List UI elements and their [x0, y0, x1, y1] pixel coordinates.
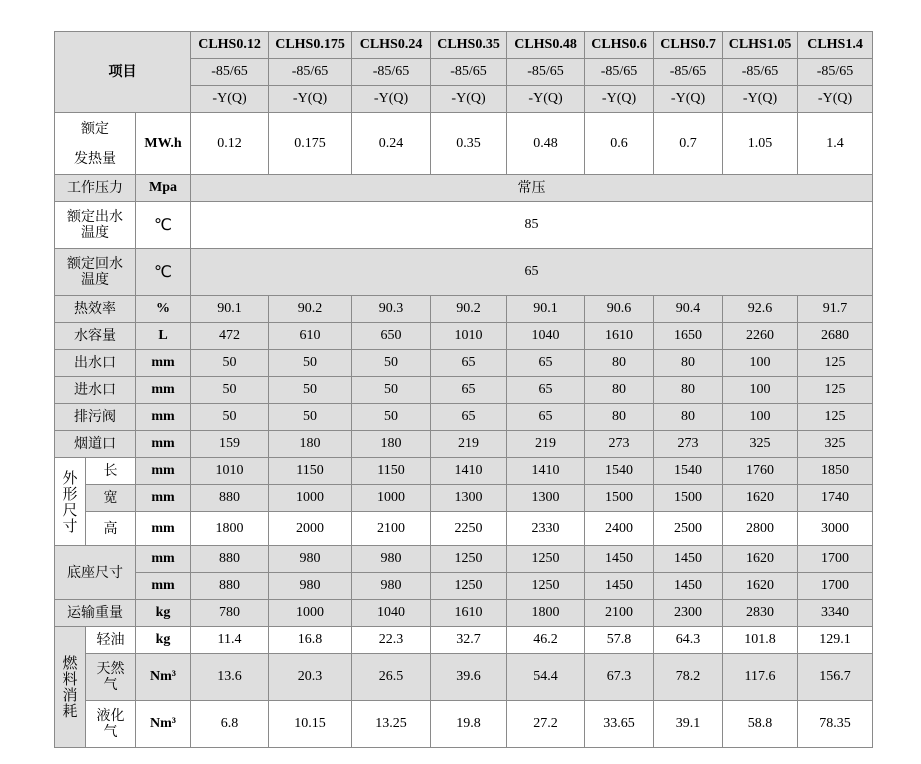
value-cell: 650 [352, 323, 431, 350]
fuel-type-label: 液化 气 [86, 701, 136, 748]
model-temp: -85/65 [654, 59, 723, 86]
value-cell: 50 [352, 404, 431, 431]
dimension-label: 宽 [86, 485, 136, 512]
fuel-row [55, 627, 873, 654]
value-cell: 159 [191, 431, 269, 458]
value-cell: 1850 [798, 458, 873, 485]
value-cell: 0.175 [269, 113, 352, 175]
value-cell: 80 [585, 350, 654, 377]
value-cell: 100 [723, 404, 798, 431]
model-fuel: -Y(Q) [654, 86, 723, 113]
value-cell: 80 [654, 404, 723, 431]
value-cell: 1450 [654, 573, 723, 600]
value-cell: 58.8 [723, 701, 798, 748]
value-cell: 1010 [191, 458, 269, 485]
value-cell: 1700 [798, 546, 873, 573]
value-cell: 1450 [585, 573, 654, 600]
table-row [55, 431, 873, 458]
model-fuel: -Y(Q) [798, 86, 873, 113]
outlet-temp-label: 额定出水 温度 [55, 202, 136, 249]
value-cell: 1610 [431, 600, 507, 627]
unit-cell: mm [136, 573, 191, 600]
value-cell: 3340 [798, 600, 873, 627]
dimension-row [55, 512, 873, 546]
value-cell: 90.1 [191, 296, 269, 323]
outlet-temp-row [55, 202, 873, 249]
value-cell: 0.48 [507, 113, 585, 175]
value-cell: 90.3 [352, 296, 431, 323]
value-cell: 125 [798, 404, 873, 431]
table-row [55, 323, 873, 350]
model-temp: -85/65 [798, 59, 873, 86]
value-cell: 65 [507, 377, 585, 404]
value-cell: 65 [507, 404, 585, 431]
fuel-row [55, 701, 873, 748]
unit-cell: Nm³ [136, 701, 191, 748]
value-cell: 13.25 [352, 701, 431, 748]
value-cell: 1540 [654, 458, 723, 485]
value-cell: 880 [191, 485, 269, 512]
value-cell: 1.4 [798, 113, 873, 175]
value-cell: 2800 [723, 512, 798, 546]
value-cell: 100 [723, 377, 798, 404]
value-cell: 57.8 [585, 627, 654, 654]
value-cell: 117.6 [723, 654, 798, 701]
model-temp: -85/65 [507, 59, 585, 86]
row-label: 烟道口 [55, 431, 136, 458]
value-cell: 1250 [507, 573, 585, 600]
value-cell: 2250 [431, 512, 507, 546]
value-cell: 1250 [507, 546, 585, 573]
value-cell: 1040 [507, 323, 585, 350]
unit-cell: Mpa [136, 175, 191, 202]
base-size-row [55, 573, 873, 600]
value-cell: 0.6 [585, 113, 654, 175]
value-cell: 90.4 [654, 296, 723, 323]
value-cell: 325 [723, 431, 798, 458]
value-cell: 54.4 [507, 654, 585, 701]
value-cell: 65 [507, 350, 585, 377]
dimension-row [55, 485, 873, 512]
value-cell: 19.8 [431, 701, 507, 748]
value-cell: 156.7 [798, 654, 873, 701]
value-cell: 273 [654, 431, 723, 458]
value-cell: 27.2 [507, 701, 585, 748]
row-label: 排污阀 [55, 404, 136, 431]
base-size-row [55, 546, 873, 573]
model-name: CLHS0.7 [654, 32, 723, 59]
return-temp-value: 65 [191, 249, 873, 296]
value-cell: 50 [269, 350, 352, 377]
fuel-group-label: 燃 料 消 耗 [55, 627, 86, 748]
unit-cell: mm [136, 546, 191, 573]
value-cell: 273 [585, 431, 654, 458]
value-cell: 610 [269, 323, 352, 350]
value-cell: 1000 [352, 485, 431, 512]
unit-cell: mm [136, 458, 191, 485]
value-cell: 1250 [431, 573, 507, 600]
value-cell: 2330 [507, 512, 585, 546]
value-cell: 22.3 [352, 627, 431, 654]
model-temp: -85/65 [352, 59, 431, 86]
value-cell: 2680 [798, 323, 873, 350]
value-cell: 13.6 [191, 654, 269, 701]
unit-cell: MW.h [136, 113, 191, 175]
value-cell: 2260 [723, 323, 798, 350]
value-cell: 1450 [585, 546, 654, 573]
model-fuel: -Y(Q) [723, 86, 798, 113]
value-cell: 980 [269, 546, 352, 573]
value-cell: 1650 [654, 323, 723, 350]
value-cell: 1000 [269, 600, 352, 627]
unit-cell: mm [136, 512, 191, 546]
value-cell: 50 [191, 377, 269, 404]
unit-cell: % [136, 296, 191, 323]
value-cell: 219 [507, 431, 585, 458]
value-cell: 1620 [723, 546, 798, 573]
table-row [55, 296, 873, 323]
value-cell: 50 [191, 404, 269, 431]
return-temp-row [55, 249, 873, 296]
value-cell: 39.1 [654, 701, 723, 748]
working-pressure-value: 常压 [191, 175, 873, 202]
value-cell: 100 [723, 350, 798, 377]
dimension-label: 高 [86, 512, 136, 546]
value-cell: 980 [352, 546, 431, 573]
value-cell: 2830 [723, 600, 798, 627]
unit-cell: mm [136, 431, 191, 458]
fuel-type-label: 轻油 [86, 627, 136, 654]
value-cell: 1620 [723, 485, 798, 512]
header-row-model [55, 32, 873, 59]
value-cell: 0.7 [654, 113, 723, 175]
working-pressure-row [55, 175, 873, 202]
value-cell: 3000 [798, 512, 873, 546]
value-cell: 90.1 [507, 296, 585, 323]
value-cell: 1700 [798, 573, 873, 600]
row-label: 出水口 [55, 350, 136, 377]
value-cell: 1040 [352, 600, 431, 627]
value-cell: 880 [191, 573, 269, 600]
value-cell: 1150 [352, 458, 431, 485]
transport-weight-row [55, 600, 873, 627]
model-fuel: -Y(Q) [352, 86, 431, 113]
unit-cell: mm [136, 485, 191, 512]
value-cell: 78.2 [654, 654, 723, 701]
value-cell: 50 [352, 350, 431, 377]
value-cell: 2400 [585, 512, 654, 546]
value-cell: 101.8 [723, 627, 798, 654]
value-cell: 50 [269, 404, 352, 431]
value-cell: 1250 [431, 546, 507, 573]
value-cell: 1540 [585, 458, 654, 485]
boiler-spec-table [54, 31, 873, 748]
value-cell: 1500 [585, 485, 654, 512]
unit-cell: L [136, 323, 191, 350]
value-cell: 46.2 [507, 627, 585, 654]
value-cell: 92.6 [723, 296, 798, 323]
value-cell: 80 [654, 350, 723, 377]
value-cell: 1740 [798, 485, 873, 512]
value-cell: 1300 [507, 485, 585, 512]
model-name: CLHS0.175 [269, 32, 352, 59]
value-cell: 980 [352, 573, 431, 600]
unit-cell: mm [136, 377, 191, 404]
value-cell: 1760 [723, 458, 798, 485]
model-temp: -85/65 [269, 59, 352, 86]
value-cell: 50 [269, 377, 352, 404]
unit-cell: kg [136, 600, 191, 627]
value-cell: 2300 [654, 600, 723, 627]
value-cell: 325 [798, 431, 873, 458]
value-cell: 180 [352, 431, 431, 458]
value-cell: 90.2 [269, 296, 352, 323]
table-row [55, 404, 873, 431]
model-temp: -85/65 [585, 59, 654, 86]
value-cell: 980 [269, 573, 352, 600]
table-row [55, 377, 873, 404]
value-cell: 880 [191, 546, 269, 573]
unit-cell: ℃ [136, 249, 191, 296]
outlet-temp-value: 85 [191, 202, 873, 249]
value-cell: 1010 [431, 323, 507, 350]
unit-cell: mm [136, 350, 191, 377]
value-cell: 1300 [431, 485, 507, 512]
value-cell: 65 [431, 350, 507, 377]
item-header: 项目 [55, 32, 191, 113]
row-label: 进水口 [55, 377, 136, 404]
value-cell: 2500 [654, 512, 723, 546]
working-pressure-label: 工作压力 [55, 175, 136, 202]
value-cell: 90.6 [585, 296, 654, 323]
value-cell: 180 [269, 431, 352, 458]
value-cell: 39.6 [431, 654, 507, 701]
model-name: CLHS0.12 [191, 32, 269, 59]
model-fuel: -Y(Q) [191, 86, 269, 113]
model-name: CLHS0.24 [352, 32, 431, 59]
value-cell: 2100 [352, 512, 431, 546]
dimension-label: 长 [86, 458, 136, 485]
value-cell: 1800 [191, 512, 269, 546]
value-cell: 1150 [269, 458, 352, 485]
unit-cell: kg [136, 627, 191, 654]
value-cell: 26.5 [352, 654, 431, 701]
model-temp: -85/65 [431, 59, 507, 86]
value-cell: 33.65 [585, 701, 654, 748]
transport-weight-label: 运输重量 [55, 600, 136, 627]
value-cell: 125 [798, 350, 873, 377]
value-cell: 0.24 [352, 113, 431, 175]
value-cell: 16.8 [269, 627, 352, 654]
value-cell: 472 [191, 323, 269, 350]
model-name: CLHS0.35 [431, 32, 507, 59]
value-cell: 32.7 [431, 627, 507, 654]
fuel-type-label: 天然 气 [86, 654, 136, 701]
value-cell: 1410 [431, 458, 507, 485]
table-row [55, 350, 873, 377]
base-size-label: 底座尺寸 [55, 546, 136, 600]
model-name: CLHS0.6 [585, 32, 654, 59]
unit-cell: Nm³ [136, 654, 191, 701]
value-cell: 1.05 [723, 113, 798, 175]
model-fuel: -Y(Q) [431, 86, 507, 113]
value-cell: 0.35 [431, 113, 507, 175]
value-cell: 1450 [654, 546, 723, 573]
value-cell: 1000 [269, 485, 352, 512]
rated-heat-label: 额定 发热量 [55, 113, 136, 175]
value-cell: 67.3 [585, 654, 654, 701]
return-temp-label: 额定回水 温度 [55, 249, 136, 296]
model-name: CLHS1.4 [798, 32, 873, 59]
value-cell: 1410 [507, 458, 585, 485]
model-temp: -85/65 [723, 59, 798, 86]
value-cell: 80 [585, 404, 654, 431]
value-cell: 6.8 [191, 701, 269, 748]
value-cell: 1500 [654, 485, 723, 512]
value-cell: 78.35 [798, 701, 873, 748]
value-cell: 65 [431, 404, 507, 431]
value-cell: 1610 [585, 323, 654, 350]
fuel-row [55, 654, 873, 701]
value-cell: 91.7 [798, 296, 873, 323]
value-cell: 125 [798, 377, 873, 404]
value-cell: 780 [191, 600, 269, 627]
value-cell: 2000 [269, 512, 352, 546]
model-fuel: -Y(Q) [269, 86, 352, 113]
value-cell: 65 [431, 377, 507, 404]
value-cell: 1800 [507, 600, 585, 627]
rated-heat-row [55, 113, 873, 175]
unit-cell: mm [136, 404, 191, 431]
value-cell: 1620 [723, 573, 798, 600]
dimensions-group-label: 外 形 尺 寸 [55, 458, 86, 546]
model-fuel: -Y(Q) [585, 86, 654, 113]
value-cell: 0.12 [191, 113, 269, 175]
unit-cell: ℃ [136, 202, 191, 249]
row-label: 热效率 [55, 296, 136, 323]
value-cell: 10.15 [269, 701, 352, 748]
value-cell: 50 [191, 350, 269, 377]
value-cell: 80 [654, 377, 723, 404]
value-cell: 90.2 [431, 296, 507, 323]
value-cell: 20.3 [269, 654, 352, 701]
value-cell: 80 [585, 377, 654, 404]
value-cell: 2100 [585, 600, 654, 627]
value-cell: 11.4 [191, 627, 269, 654]
dimension-row [55, 458, 873, 485]
model-name: CLHS0.48 [507, 32, 585, 59]
value-cell: 50 [352, 377, 431, 404]
model-name: CLHS1.05 [723, 32, 798, 59]
model-fuel: -Y(Q) [507, 86, 585, 113]
model-temp: -85/65 [191, 59, 269, 86]
value-cell: 219 [431, 431, 507, 458]
value-cell: 64.3 [654, 627, 723, 654]
row-label: 水容量 [55, 323, 136, 350]
value-cell: 129.1 [798, 627, 873, 654]
